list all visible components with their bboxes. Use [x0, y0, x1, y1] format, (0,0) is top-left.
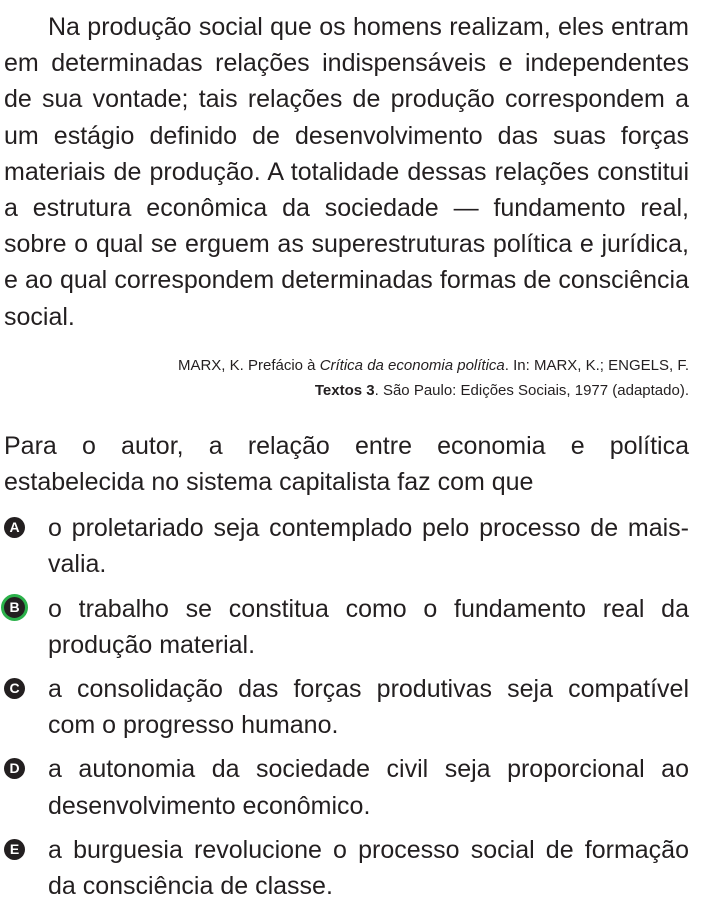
source-passage: Na produção social que os homens realizam, eles entram em determinadas relações indispensáveis e independentes de sua vontade; tais relações de produção correspondem a um estágio definido de desenvolvimento das suas forças materiais de produção. A totalidade dessas relações constitui a estrutura econômica da sociedade — fundamento real, sobre o qual se erguem as superestruturas política e jurídica, e ao qual correspondem determinadas formas de consciência social. — [4, 13, 689, 331]
citation — [4, 353, 689, 403]
option-c-text: a consolidação das forças produtivas seja compatível com o progresso humano. — [48, 675, 689, 740]
option-c[interactable] — [4, 671, 689, 743]
option-b[interactable] — [4, 591, 689, 663]
option-e-text: a burguesia revolucione o processo social de formação da consciência de classe. — [48, 835, 689, 901]
option-a-text: o proletariado seja contemplado pelo processo de mais-valia. — [48, 514, 689, 579]
option-e-letter-icon: E — [4, 839, 25, 860]
option-d-letter-icon: D — [4, 758, 25, 779]
citation-author: MARX, K. Prefácio à — [177, 356, 320, 374]
question-stem: Para o autor, a relação entre economia e política estabelecida no sistema capitalista faz com que — [4, 431, 689, 497]
citation-work-title: Crítica da economia política — [319, 356, 505, 374]
option-c-letter-icon: C — [4, 678, 25, 699]
option-b-text: o trabalho se constitua como o fundamento real da produção material. — [48, 594, 689, 659]
citation-publisher: . São Paulo: Edições Sociais, 1977 (adaptado). — [374, 381, 689, 399]
citation-line-2 — [4, 378, 689, 403]
option-e[interactable] — [4, 832, 689, 904]
option-b-letter-icon: B — [1, 594, 28, 621]
citation-line-1 — [4, 353, 689, 378]
option-a-letter-icon: A — [4, 517, 25, 538]
option-a[interactable] — [4, 510, 689, 582]
citation-editors: . In: MARX, K.; ENGELS, F. — [504, 356, 689, 374]
option-d[interactable] — [4, 751, 689, 823]
answer-options — [4, 510, 689, 904]
option-d-text: a autonomia da sociedade civil seja proporcional ao desenvolvimento econômico. — [48, 755, 689, 820]
citation-book-title: Textos 3 — [314, 381, 375, 399]
